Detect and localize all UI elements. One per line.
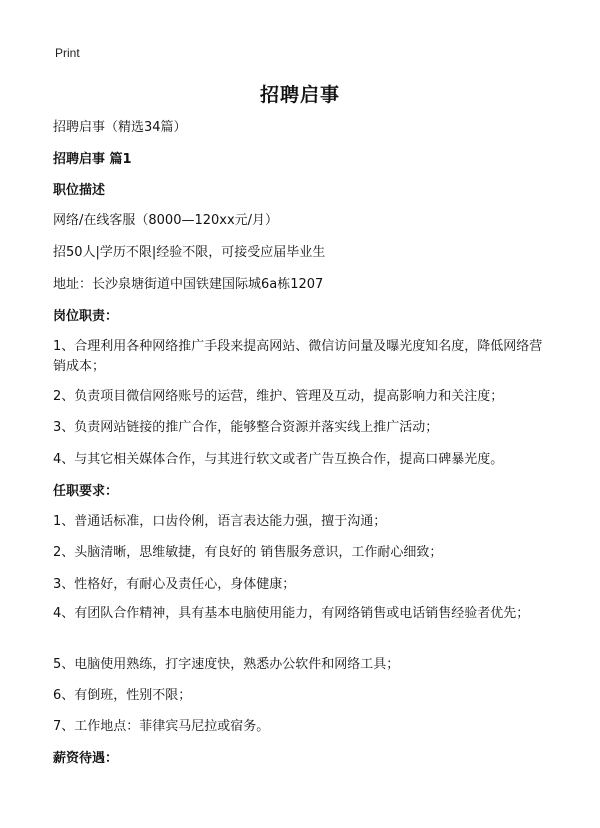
duty-item-1: 1、合理利用各种网络推广手段来提高网站、微信访问量及曝光度知名度，降低网络营销成本； (53, 339, 543, 374)
print-label: Print (55, 46, 80, 60)
requirements-heading: 任职要求： (53, 484, 119, 499)
requirement-item-1: 1、普通话标准，口齿伶俐，语言表达能力强，擅于沟通； (53, 514, 387, 529)
job-description-heading: 职位描述 (53, 183, 106, 198)
job-line-requirements: 招50人|学历不限|经验不限，可接受应届毕业生 (53, 245, 326, 260)
duty-item-4: 4、与其它相关媒体合作，与其进行软文或者广告互换合作，提高口碑暴光度。 (53, 452, 504, 467)
requirement-item-5: 5、电脑使用熟练，打字速度快，熟悉办公软件和网络工具； (53, 657, 400, 672)
salary-heading: 薪资待遇： (53, 751, 119, 766)
requirement-item-4: 4、有团队合作精神，具有基本电脑使用能力，有网络销售或电话销售经验者优先； (53, 606, 530, 621)
duties-heading: 岗位职责： (53, 309, 119, 324)
job-line-position: 网络/在线客服（8000—120xx元/月） (53, 213, 279, 228)
job-line-address: 地址：长沙泉塘街道中国铁建国际城6a栋1207 (53, 277, 324, 292)
document-title: 招聘启事 (259, 84, 340, 106)
duty-item-3: 3、负责网站链接的推广合作，能够整合资源并落实线上推广活动； (53, 420, 439, 435)
section-title: 招聘启事 篇1 (53, 152, 132, 167)
requirement-item-7: 7、工作地点：菲律宾马尼拉或宿务。 (53, 719, 270, 734)
requirement-item-2: 2、头脑清晰，思维敏捷，有良好的 销售服务意识，工作耐心细致； (53, 545, 443, 560)
requirement-item-3: 3、性格好，有耐心及责任心，身体健康； (53, 577, 296, 592)
duty-item-2: 2、负责项目微信网络账号的运营，维护、管理及互动，提高影响力和关注度； (53, 389, 504, 404)
requirement-item-6: 6、有倒班，性别不限； (53, 688, 192, 703)
intro-line: 招聘启事（精选34篇） (53, 120, 187, 135)
